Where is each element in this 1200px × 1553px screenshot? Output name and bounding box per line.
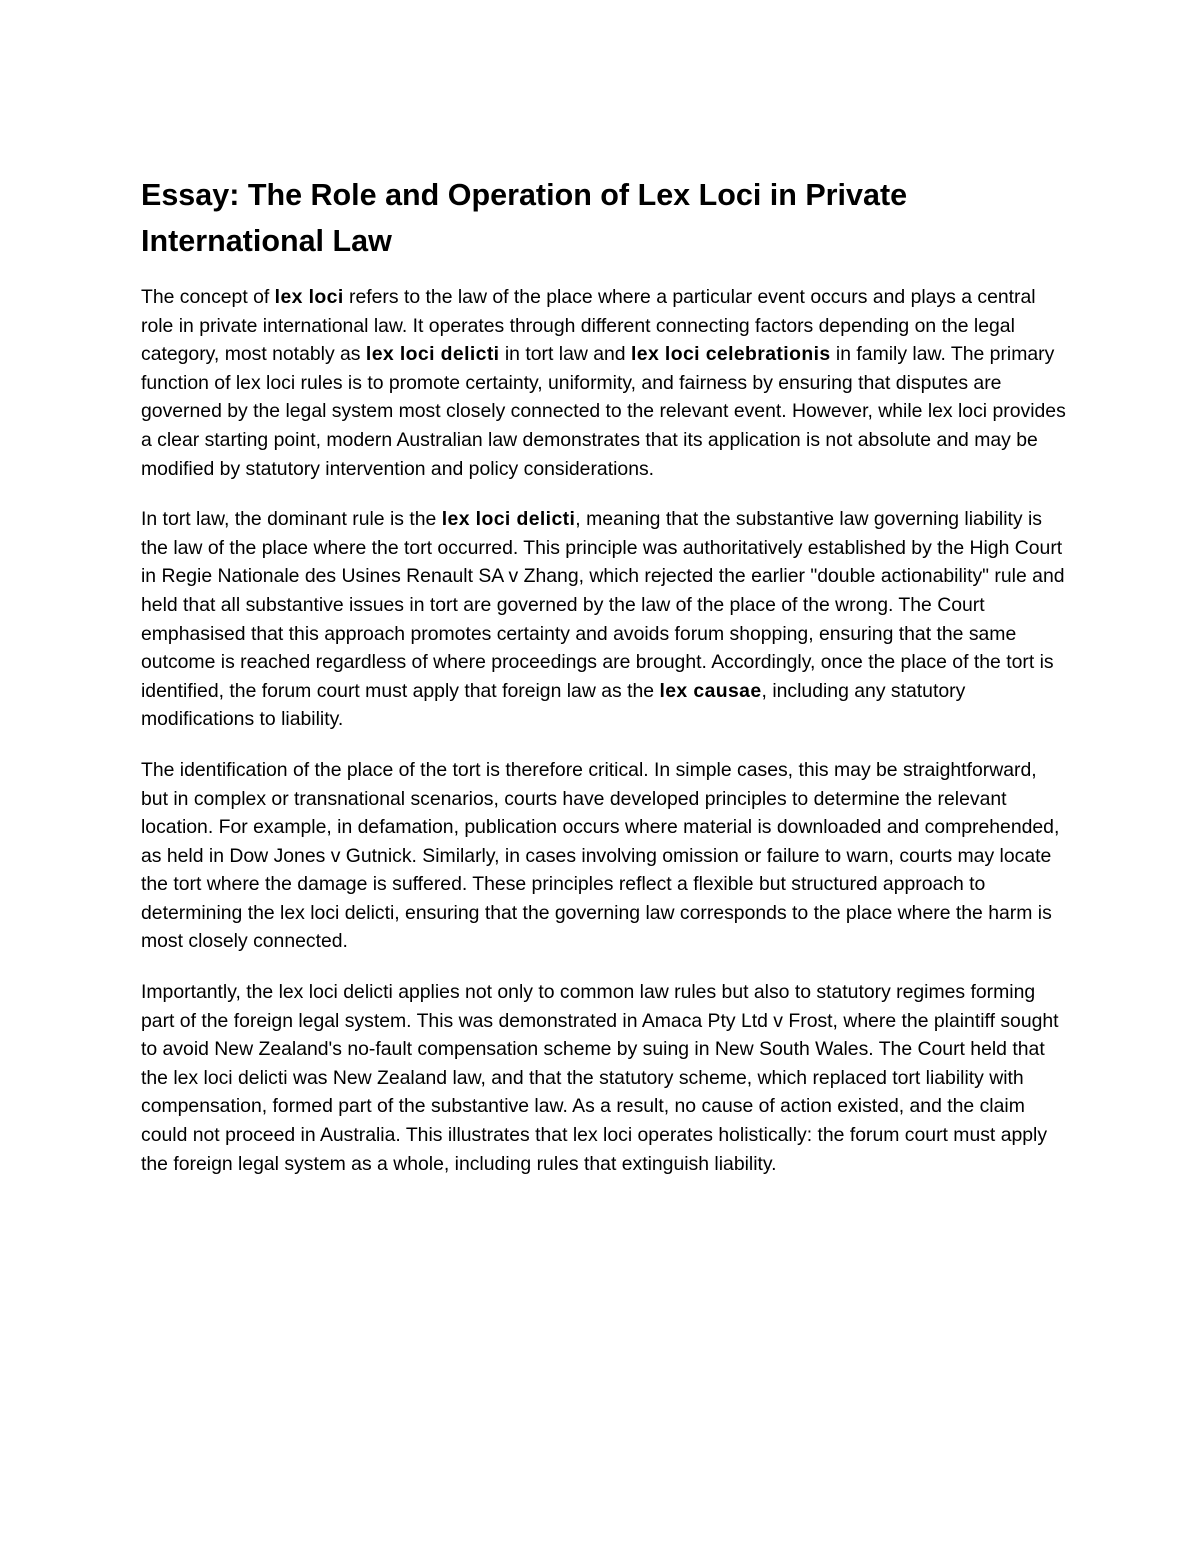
legal-term-lex-loci: lex loci (274, 286, 344, 308)
paragraph-text: Importantly, the lex loci delicti applies not only to common law rules but also to statutory regimes forming part of the foreign legal system. This was demonstrated in Amaca Pty Ltd v Frost, where the plaintiff sought to avoid New Zealand's no-fault compensation scheme by suing in New South Wales. The Court held that the lex loci delicti was New Zealand law, and that the statutory scheme, which replaced tort liability with compensation, formed part of the substantive law. As a result, no cause of action existed, and the claim could not proceed in Australia. This illustrates that lex loci operates holistically: the forum court must apply the foreign legal system as a whole, including rules that extinguish liability. (141, 981, 1059, 1175)
paragraph-place-of-tort (141, 756, 1066, 956)
essay-title: Essay: The Role and Operation of Lex Loci in Private International Law (141, 178, 908, 258)
paragraph-text: The identification of the place of the tort is therefore critical. In simple cases, this may be straightforward, but in complex or transnational scenarios, courts have developed principles to determine the relevant location. For example, in defamation, publication occurs where material is downloaded and comprehended, as held in Dow Jones v Gutnick. Similarly, in cases involving omission or failure to warn, courts may locate the tort where the damage is suffered. These principles reflect a flexible but structured approach to determining the lex loci delicti, ensuring that the governing law corresponds to the place where the harm is most closely connected. (141, 758, 1060, 953)
paragraph-text: refers to the law of the place where a particular event occurs and plays a central role in private international law. It operates through different connecting factors depending on the legal category, most notably as (141, 286, 1036, 366)
legal-term-lex-loci-delicti: lex loci delicti (441, 508, 576, 531)
legal-term-lex-causae: lex causae (659, 679, 762, 702)
legal-term-lex-loci-celebrationis: lex loci celebrationis (630, 343, 831, 366)
paragraph-text: in family law. The primary function of lex loci rules is to promote certainty, uniformity, and fairness by ensuring that disputes are governed by the legal system most closely connected to the relevant event. However, while lex loci provides a clear starting point, modern Australian law demonstrates that its application is not absolute and may be modified by statutory intervention and policy considerations. (141, 343, 1066, 480)
paragraph-text: The concept of (141, 286, 275, 308)
paragraph-text: , meaning that the substantive law governing liability is the law of the place where the tort occurred. This principle was authoritatively established by the High Court in Regie Nationale des Usines Renault SA v Zhang, which rejected the earlier "double actionability" rule and held that all substantive issues in tort are governed by the law of the place of the wrong. The Court emphasised that this approach promotes certainty and avoids forum shopping, ensuring that the same outcome is reached regardless of where proceedings are brought. Accordingly, once the place of the tort is identified, the forum court must apply that foreign law as the (141, 508, 1065, 702)
paragraph-text: in tort law and (499, 343, 631, 366)
paragraph-introduction (141, 283, 1066, 483)
paragraph-text: , including any statutory modifications to liability. (141, 679, 966, 731)
document-body (141, 172, 1066, 1200)
paragraph-statutory-regimes (141, 978, 1066, 1178)
legal-term-lex-loci-delicti: lex loci delicti (365, 343, 500, 366)
paragraph-text: In tort law, the dominant rule is the (141, 508, 442, 531)
paragraph-tort-law (141, 505, 1066, 734)
